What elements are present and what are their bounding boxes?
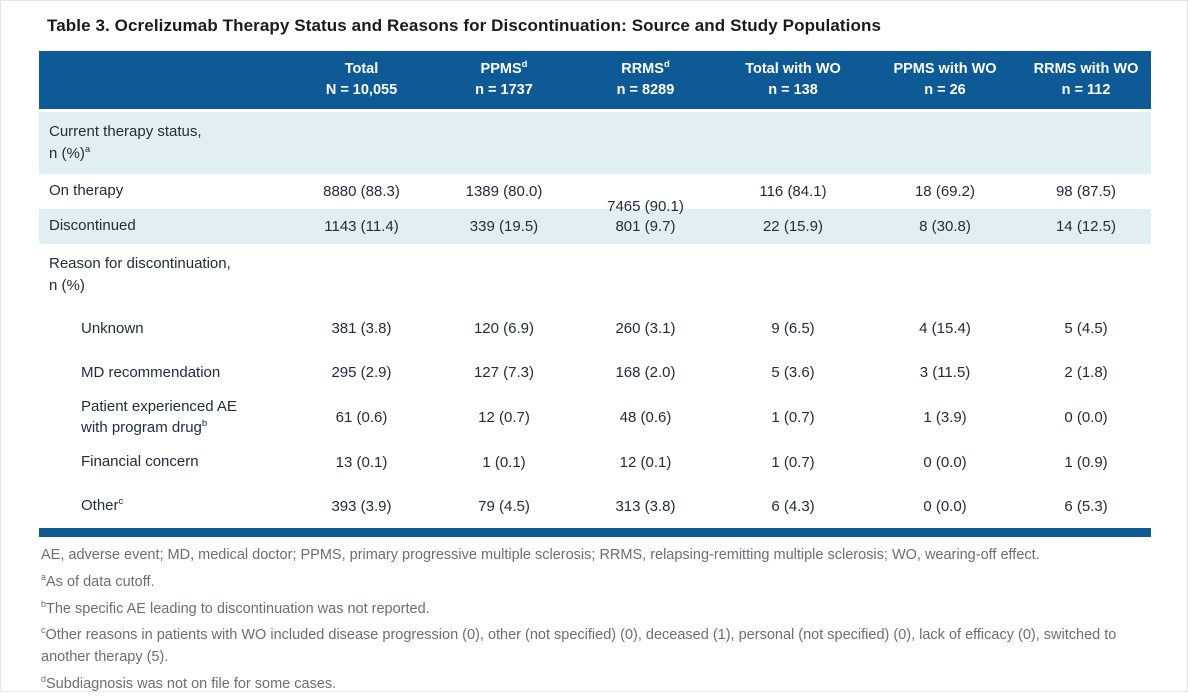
value-cell: 0 (0.0) [1064, 408, 1108, 426]
value-cell: 18 (69.2) [914, 182, 976, 200]
value-cell: 48 (0.6) [619, 408, 672, 426]
footnote: AE, adverse event; MD, medical doctor; PPMS, primary progressive multiple sclerosis; RRMS, relapsing-remitting multiple sclerosis; WO, wearing-off effect. [41, 547, 1040, 564]
table-title-number: Table 3. [47, 16, 110, 35]
table-row [39, 307, 1151, 351]
value-cell: 260 (3.1) [615, 320, 676, 338]
table-body [39, 111, 1151, 529]
value-cell: 168 (2.0) [615, 364, 676, 382]
value-cell: 1 (0.9) [1064, 453, 1108, 471]
value-cell: 1 (0.7) [771, 408, 815, 426]
column-header-2: PPMS$^d$ n = 1737 [434, 51, 574, 111]
value-cell: 120 (6.9) [473, 320, 535, 338]
table-row [39, 395, 1151, 441]
footnote: $^c$Other reasons in patients with WO included disease progression (0), other (not specified) (0), deceased (1), personal (not specified) (0), lack of efficacy (0), switched to another therapy (5). [41, 625, 1117, 666]
footnote: $^b$The specific AE leading to discontinuation was not reported. [41, 598, 430, 617]
value-cell: 9 (6.5) [771, 320, 815, 338]
value-cell: 313 (3.8) [615, 497, 676, 515]
row-label: On therapy [49, 182, 124, 200]
value-cell: 127 (7.3) [473, 364, 535, 382]
value-cell: 5 (4.5) [1064, 320, 1108, 338]
value-cell: 801 (9.7) [574, 209, 717, 244]
value-cell: 1 (0.1) [482, 453, 526, 471]
value-cell: 393 (3.9) [331, 497, 392, 515]
column-header-5: PPMS with WO n = 26 [869, 51, 1021, 111]
row-label: Discontinued [39, 209, 289, 244]
value-cell: 6 (4.3) [771, 497, 815, 515]
value-cell: 7465 (90.1) [607, 197, 684, 215]
value-cell: 381 (3.8) [331, 320, 392, 338]
table-row [39, 244, 1151, 307]
row-label: Other$^c$ [81, 496, 124, 515]
value-cell: 12 (0.7) [478, 408, 530, 426]
value-cell: 0 (0.0) [923, 453, 967, 471]
value-cell: 61 (0.6) [335, 408, 388, 426]
page [1, 1, 1187, 696]
value-cell: 14 (12.5) [1021, 209, 1151, 244]
column-header-1: Total N = 10,055 [289, 51, 434, 111]
value-cell: 12 (0.1) [619, 453, 672, 471]
value-cell: 3 (11.5) [919, 364, 971, 382]
value-cell: 98 (87.5) [1055, 182, 1117, 200]
table-row [39, 174, 1151, 209]
header-row [39, 51, 1151, 111]
row-label: Financial concern [81, 453, 199, 471]
value-cell: 6 (5.3) [1064, 497, 1108, 515]
column-header-label [39, 51, 289, 111]
value-cell: 2 (1.8) [1064, 364, 1108, 382]
value-cell: 1389 (80.0) [465, 182, 543, 200]
row-label: Reason for discontinuation, n (%) [49, 255, 231, 295]
value-cell: 339 (19.5) [434, 209, 574, 244]
table-title [47, 16, 1187, 36]
value-cell: 1143 (11.4) [289, 209, 434, 244]
footnotes [41, 545, 1151, 696]
table-row [39, 111, 1151, 174]
value-cell: 8880 (88.3) [323, 182, 400, 200]
value-cell: 13 (0.1) [335, 453, 388, 471]
column-header-6: RRMS with WO n = 112 [1021, 51, 1151, 111]
table-bottom-rule [39, 528, 1151, 537]
row-label: Current therapy status, n (%)$^a$ [39, 111, 1151, 174]
therapy-status-table [39, 51, 1151, 528]
value-cell: 0 (0.0) [923, 497, 967, 515]
row-label: Patient experienced AE with program drug$^b$ [81, 397, 237, 437]
value-cell: 8 (30.8) [869, 209, 1021, 244]
value-cell: 1 (3.9) [923, 408, 967, 426]
value-cell: 79 (4.5) [478, 497, 530, 515]
value-cell: 4 (15.4) [919, 320, 971, 338]
value-cell: 295 (2.9) [331, 364, 392, 382]
table-row [39, 484, 1151, 528]
value-cell: 22 (15.9) [717, 209, 869, 244]
column-header-3: RRMS$^d$ n = 8289 [574, 51, 717, 111]
column-header-4: Total with WO n = 138 [717, 51, 869, 111]
row-label: Unknown [81, 319, 144, 337]
table-row [39, 209, 1151, 244]
value-cell: 1 (0.7) [771, 453, 815, 471]
table-row [39, 351, 1151, 395]
value-cell: 5 (3.6) [771, 364, 815, 382]
footnote: $^d$Subdiagnosis was not on file for some cases. [41, 673, 337, 692]
row-label: MD recommendation [81, 363, 221, 381]
table-title-text: Ocrelizumab Therapy Status and Reasons for Discontinuation: Source and Study Populations [109, 16, 882, 35]
value-cell: 116 (84.1) [759, 182, 827, 200]
footnote: $^a$As of data cutoff. [41, 571, 155, 590]
table-row [39, 440, 1151, 484]
